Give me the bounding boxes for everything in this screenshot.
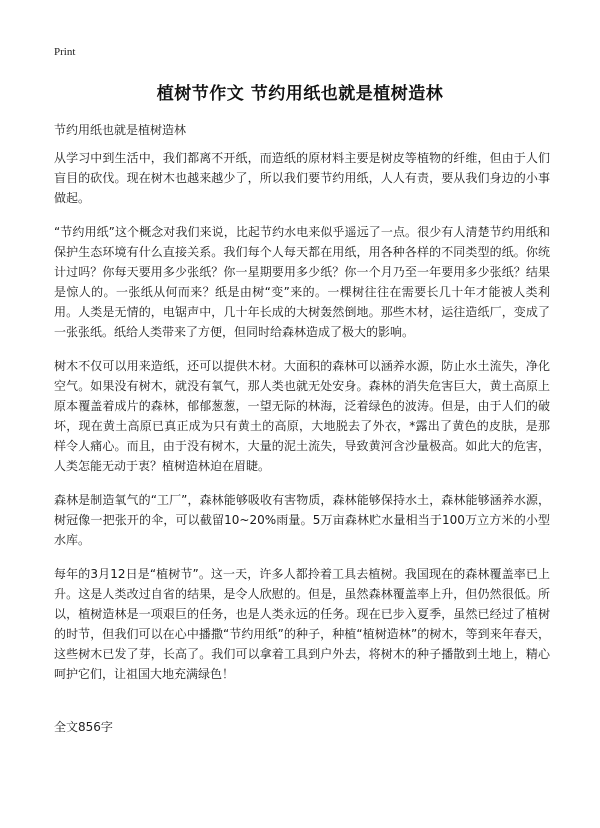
article-subtitle: 节约用纸也就是植树造林 [54,123,187,137]
print-link[interactable]: Print [54,46,76,58]
paragraph-oxygen-factory: 森林是制造氧气的“工厂”，森林能够吸收有害物质，森林能够保持水土，森林能够涵养水源，树冠像一把张开的伞，可以截留10~20%雨量。5万亩森林贮水量相当于100万立方米的小型水库。 [54,493,550,547]
paragraph-arbor-day: 每年的3月12日是“植树节”。这一天，许多人都拎着工具去植树。我国现在的森林覆盖率已上升。这是人类改过自省的结果，是令人欣慰的。但是，虽然森林覆盖率上升，但仍然很低。所以，植树造林是一项艰巨的任务，也是人类永远的任务。现在已步入夏季，虽然已经过了植树的时节，但我们可以在心中播撒“节约用纸”的种子，种植“植树造林”的树木，等到来年春天，这些树木已发了芽，长高了。我们可以拿着工具到户外去，将树木的种子播散到土地上，精心呵护它们，让祖国大地充满绿色！ [54,567,550,681]
paragraph-paper-concept: “节约用纸”这个概念对我们来说，比起节约水电来似乎遥远了一点。很少有人清楚节约用纸和保护生态环境有什么直接关系。我们每个人每天都在用纸，用各种各样的不同类型的纸。你统计过吗？你每天要用多少张纸？你一星期要用多少纸？你一个月乃至一年要用多少张纸？结果是惊人的。一张纸从何而来？纸是由树“变”来的。一棵树往往在需要长几十年才能被人类利用。人类是无情的，电锯声中，几十年长成的大树轰然倒地。那些木材，运往造纸厂，变成了一张张纸。纸给人类带来了方便，但同时给森林造成了极大的影响。 [54,225,550,339]
page-title: 植树节作文 节约用纸也就是植树造林 [156,84,444,104]
paragraph-intro: 从学习中到生活中，我们都离不开纸，而造纸的原材料主要是树皮等植物的纤维，但由于人们盲目的砍伐。现在树木也越来越少了，所以我们要节约用纸，人人有责，要从我们身边的小事做起。 [54,151,550,205]
article-body [54,148,550,698]
word-count: 全文856字 [54,720,113,734]
paragraph-forest-value: 树木不仅可以用来造纸，还可以提供木材。大面积的森林可以涵养水源，防止水土流失，净化空气。如果没有树木，就没有氧气，那人类也就无处安身。森林的消失危害巨大，黄土高原上原本覆盖着成片的森林，郁郁葱葱，一望无际的林海，泛着绿色的波涛。但是，由于人们的破坏，现在黄土高原已真正成为只有黄土的高原，大地脱去了外衣，*露出了黄色的皮肤，是那样令人痛心。而且，由于没有树木，大量的泥土流失，导致黄河含沙量极高。如此大的危害，人类怎能无动于衷？植树造林迫在眉睫。 [54,359,550,473]
